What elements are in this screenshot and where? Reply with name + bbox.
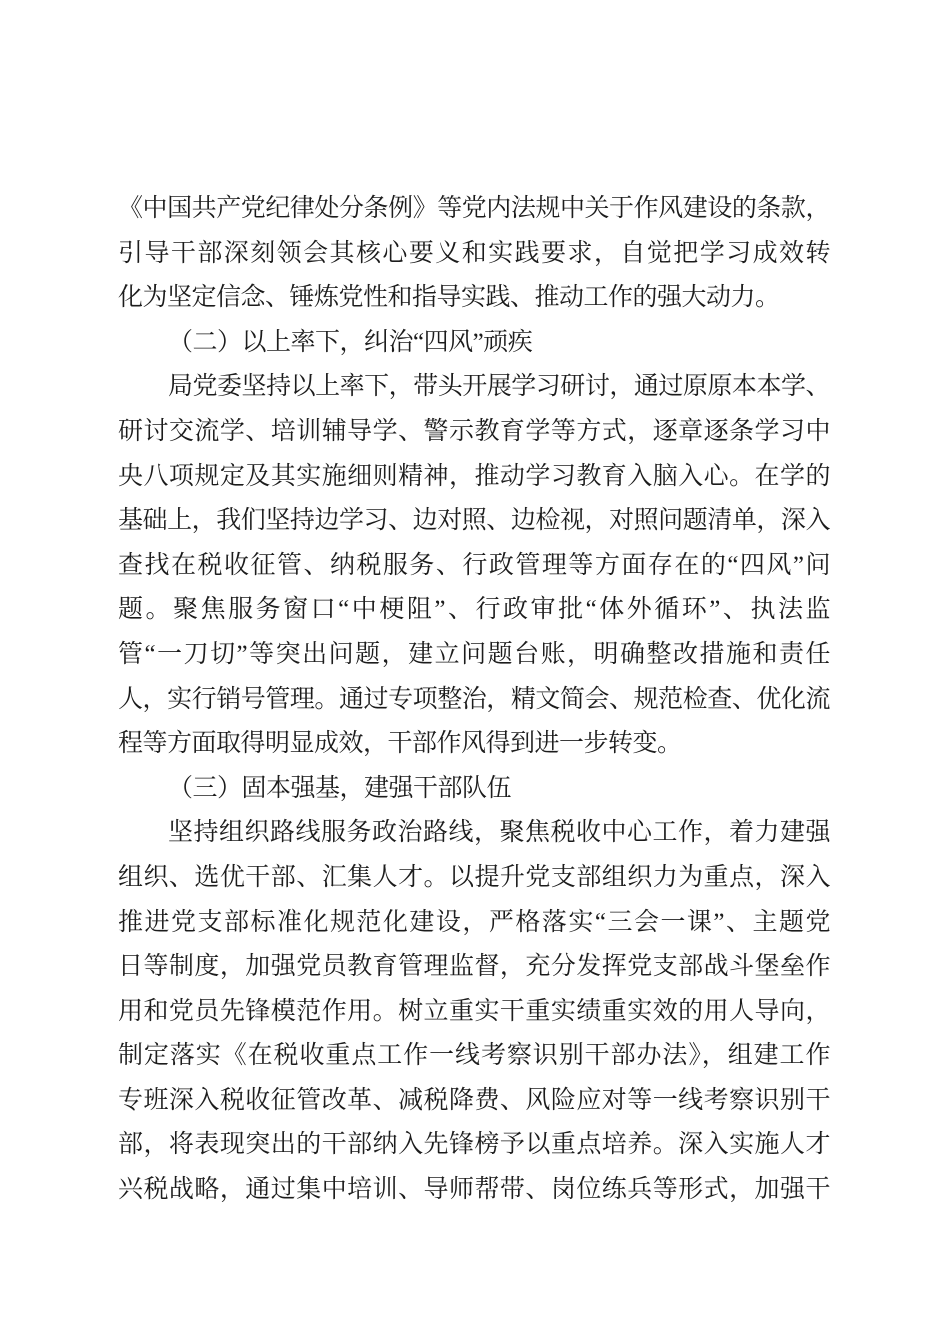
body-text-line: 兴税战略，通过集中培训、导师帮带、岗位练兵等形式，加强干 [118, 1176, 830, 1204]
body-text-line: 程等方面取得明显成效，干部作风得到进一步转变。 [118, 730, 682, 758]
body-text-line: 组织、选优干部、汇集人才。以提升党支部组织力为重点，深入 [118, 863, 830, 891]
body-text-line: 用和党员先锋模范作用。树立重实干重实绩重实效的用人导向， [118, 997, 830, 1025]
section-heading: （二）以上率下，纠治“四风”顽疾 [168, 328, 533, 356]
body-text-line: 局党委坚持以上率下，带头开展学习研讨，通过原原本本学、 [168, 373, 830, 401]
body-text-line: 制定落实《在税收重点工作一线考察识别干部办法》，组建工作 [118, 1042, 830, 1070]
document-text-block [118, 187, 830, 1213]
body-text-line: 推进党支部标准化规范化建设，严格落实“三会一课”、主题党 [118, 908, 830, 936]
body-text-line: 《中国共产党纪律处分条例》等党内法规中关于作风建设的条款， [118, 195, 830, 222]
body-text-line: 央八项规定及其实施细则精神，推动学习教育入脑入心。在学的 [118, 462, 830, 490]
body-text-line: 查找在税收征管、纳税服务、行政管理等方面存在的“四风”问 [118, 551, 830, 579]
body-text-line: 人，实行销号管理。通过专项整治，精文简会、规范检查、优化流 [118, 685, 830, 713]
body-text-line: 引导干部深刻领会其核心要义和实践要求，自觉把学习成效转 [118, 239, 830, 267]
body-text-line: 化为坚定信念、锤炼党性和指导实践、推动工作的强大动力。 [118, 284, 780, 312]
body-text-line: 坚持组织路线服务政治路线，聚焦税收中心工作，着力建强 [168, 819, 830, 847]
section-heading: （三）固本强基，建强干部队伍 [168, 774, 512, 802]
body-text-line: 研讨交流学、培训辅导学、警示教育学等方式，逐章逐条学习中 [118, 417, 830, 445]
body-text-line: 管“一刀切”等突出问题，建立问题台账，明确整改措施和责任 [118, 640, 830, 668]
body-text-line: 专班深入税收征管改革、减税降费、风险应对等一线考察识别干 [118, 1086, 830, 1114]
body-text-line: 日等制度，加强党员教育管理监督，充分发挥党支部战斗堡垒作 [118, 953, 830, 981]
body-text-line: 基础上，我们坚持边学习、边对照、边检视，对照问题清单，深入 [118, 507, 830, 535]
body-text-line: 题。聚焦服务窗口“中梗阻”、行政审批“体外循环”、执法监 [118, 596, 830, 624]
body-text-line: 部，将表现突出的干部纳入先锋榜予以重点培养。深入实施人才 [118, 1131, 830, 1159]
